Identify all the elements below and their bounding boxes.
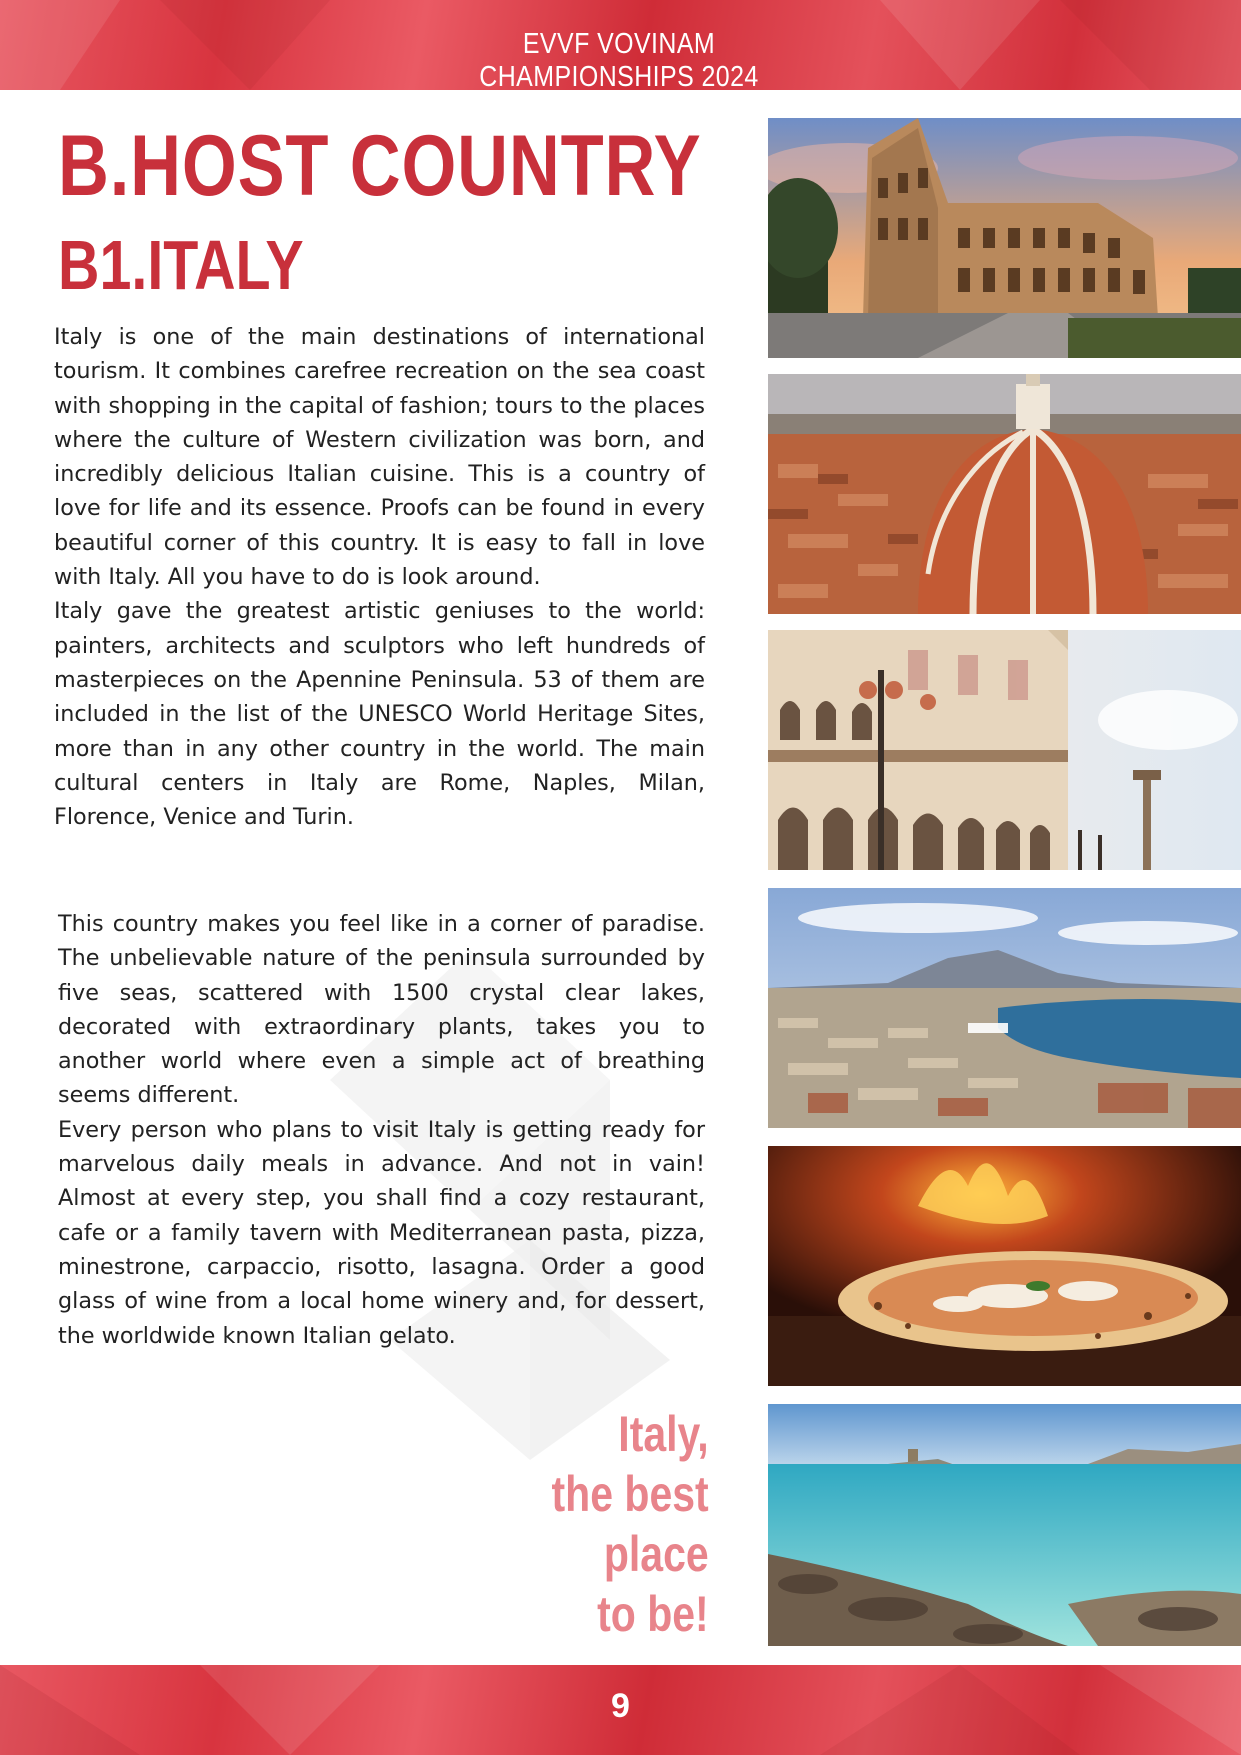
photo-colosseum (768, 118, 1241, 358)
photo-sardinia-beach (768, 1404, 1241, 1646)
tagline-line: to be! (597, 1586, 709, 1642)
tagline-line: place (604, 1526, 709, 1582)
footer-band (0, 1665, 1241, 1755)
tagline-line: Italy, (618, 1406, 709, 1462)
text-column-bottom (58, 907, 705, 1353)
section-subheading: B1.ITALY (58, 226, 304, 304)
photo-venice-palace (768, 630, 1241, 870)
page-number: 9 (611, 1687, 630, 1725)
paragraph: Italy is one of the main destinations of international tourism. It combines carefree recreation on the sea coast with shopping in the capital of fashion; tours to the places where the culture of Western civilization was born, and incredibly delicious Italian cuisine. This is a country of love for life and its essence. Proofs can be found in every beautiful corner of this country. It is easy to fall in love with Italy. All you have to do is look around. (54, 324, 705, 591)
text-column-top (54, 320, 705, 834)
tagline-line: the best (551, 1466, 709, 1522)
photo-florence-duomo (768, 374, 1241, 614)
paragraph: This country makes you feel like in a corner of paradise. The unbelievable nature of the peninsula surrounded by five seas, scattered with 1500 crystal clear lakes, decorated with extraordinary plants, takes you to another world where even a simple act of breathing seems different. (58, 911, 705, 1109)
section-heading: B.HOST COUNTRY (58, 118, 702, 214)
photo-naples-vesuvius (768, 888, 1241, 1128)
header-title: EVVF VOVINAM CHAMPIONSHIPS 2024 (479, 28, 759, 90)
header-band (0, 0, 1241, 90)
paragraph: Italy gave the greatest artistic geniuses to the world: painters, architects and sculptors who left hundreds of masterpieces on the Apennine Peninsula. 53 of them are included in the list of the UNESCO World Heritage Sites, more than in any other country in the world. The main cultural centers in Italy are Rome, Naples, Milan, Florence, Venice and Turin. (54, 598, 705, 831)
photo-pizza-oven (768, 1146, 1241, 1386)
tagline (552, 1404, 709, 1644)
paragraph: Every person who plans to visit Italy is getting ready for marvelous daily meals in advance. And not in vain! Almost at every step, you shall find a cozy restaurant, cafe or a family tavern with Mediterranean pasta, pizza, minestrone, carpaccio, risotto, lasagna. Order a good glass of wine from a local home winery and, for dessert, the worldwide known Italian gelato. (58, 1116, 705, 1349)
